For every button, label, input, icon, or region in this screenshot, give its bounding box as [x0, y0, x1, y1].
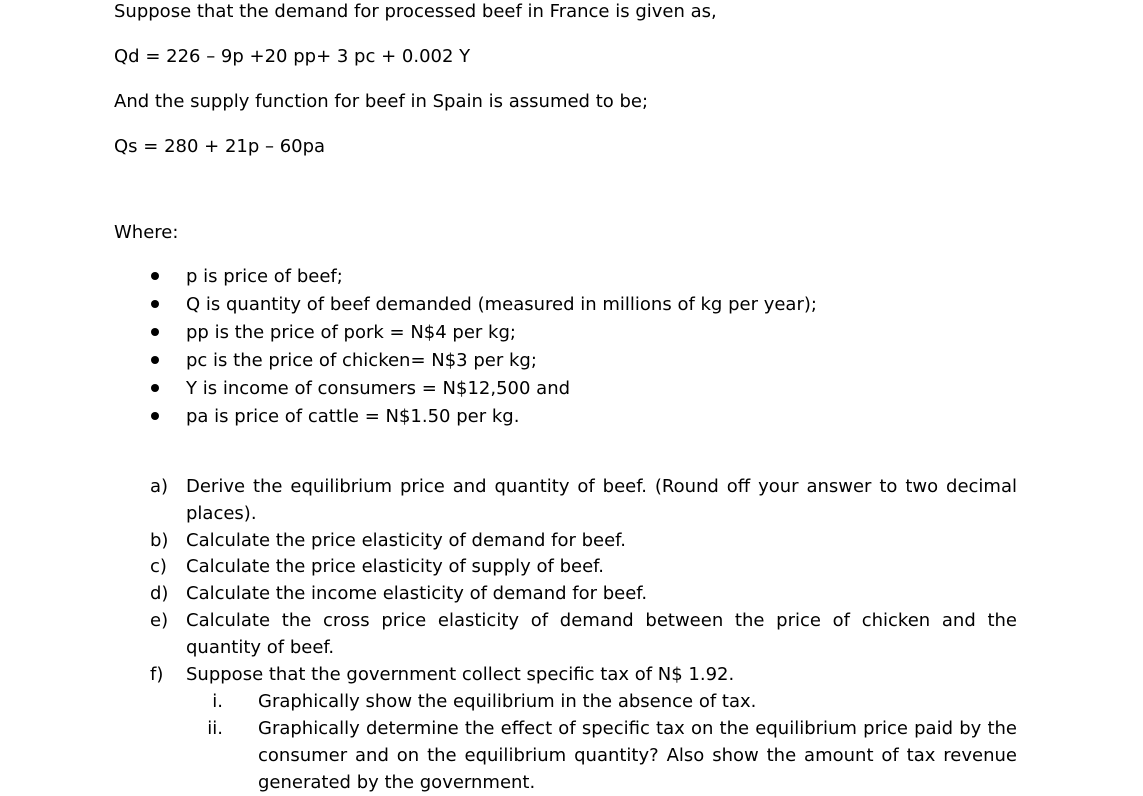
question-text: Suppose that the government collect specific tax of N$ 1.92.: [186, 664, 735, 685]
question-label: c): [150, 556, 167, 577]
question-text: Derive the equilibrium price and quantity of beef. (Round off your answer to two decimal places).: [186, 476, 1017, 524]
question-label: d): [150, 583, 169, 604]
subquestion-label: ii.: [207, 718, 223, 739]
question-label: f): [150, 664, 164, 685]
bullet-dot-icon: [151, 356, 159, 364]
question-label: e): [150, 610, 169, 631]
subquestion-label: i.: [212, 691, 223, 712]
subquestion-text: Graphically show the equilibrium in the absence of tax.: [258, 691, 757, 712]
bullet-dot-icon: [151, 328, 159, 336]
bullet-dot-icon: [151, 412, 159, 420]
where-label: Where:: [114, 222, 179, 243]
subquestion-text: Graphically determine the effect of specific tax on the equilibrium price paid by the consumer and on the equilibrium quantity? Also show the amount of tax revenue generated by the government.: [258, 718, 1017, 793]
bullet-dot-icon: [151, 272, 159, 280]
supply-equation: Qs = 280 + 21p – 60pa: [114, 136, 326, 157]
definition-text: pc is the price of chicken= N$3 per kg;: [186, 350, 537, 371]
bullet-dot-icon: [151, 300, 159, 308]
question-text: Calculate the price elasticity of demand for beef.: [186, 530, 626, 551]
definition-text: Q is quantity of beef demanded (measured in millions of kg per year);: [186, 294, 817, 315]
question-label: a): [150, 476, 169, 497]
definition-text: p is price of beef;: [186, 266, 343, 287]
question-text: Calculate the price elasticity of supply of beef.: [186, 556, 604, 577]
definition-text: pa is price of cattle = N$1.50 per kg.: [186, 406, 520, 427]
question-text: Calculate the cross price elasticity of demand between the price of chicken and the quantity of beef.: [186, 610, 1017, 658]
definition-text: Y is income of consumers = N$12,500 and: [186, 378, 571, 399]
demand-equation: Qd = 226 – 9p +20 pp+ 3 pc + 0.002 Y: [114, 46, 471, 67]
question-label: b): [150, 530, 169, 551]
definition-text: pp is the price of pork = N$4 per kg;: [186, 322, 516, 343]
intro-line-supply: And the supply function for beef in Spain is assumed to be;: [114, 91, 649, 112]
question-text: Calculate the income elasticity of demand for beef.: [186, 583, 648, 604]
bullet-dot-icon: [151, 384, 159, 392]
intro-line-demand: Suppose that the demand for processed beef in France is given as,: [114, 1, 717, 22]
